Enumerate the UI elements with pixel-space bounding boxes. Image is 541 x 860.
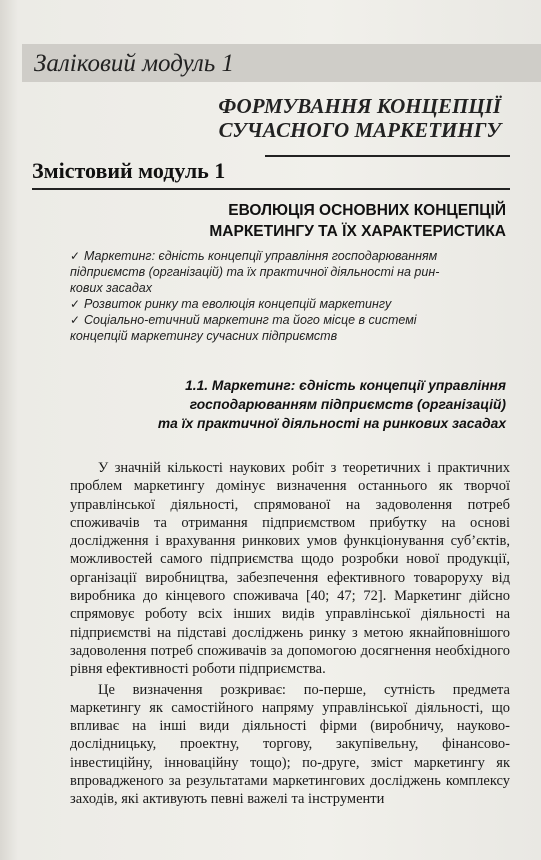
module-label: Заліковий модуль 1 [34, 50, 234, 77]
divider-rule [32, 188, 510, 190]
checkmark-icon: ✓ [70, 313, 81, 327]
topic-title-line: МАРКЕТИНГУ ТА ЇХ ХАРАКТЕРИСТИКА [209, 223, 506, 240]
checkmark-icon: ✓ [70, 249, 81, 263]
bullet-item [70, 312, 510, 344]
topic-title-line: ЕВОЛЮЦІЯ ОСНОВНИХ КОНЦЕПЦІЙ [228, 202, 506, 219]
topic-title [86, 200, 506, 242]
bullet-text: Соціально-етичний маркетинг та його місце в системі [84, 313, 417, 327]
section-heading-line: 1.1. Маркетинг: єдність концепції управління [185, 378, 506, 393]
bullet-item [70, 248, 510, 296]
topic-bullet-list [70, 248, 510, 344]
section-heading-line: господарюванням підприємств (організацій) [189, 397, 506, 412]
module-title-line: ФОРМУВАННЯ КОНЦЕПЦІЇ [218, 94, 501, 118]
section-heading [86, 376, 506, 433]
bullet-text-continued: концепцій маркетингу сучасних підприємств [70, 329, 338, 343]
bullet-text: Розвиток ринку та еволюція концепцій маркетингу [84, 297, 392, 311]
module-title [81, 94, 501, 142]
bullet-text: Маркетинг: єдність концепції управління господарюванням [84, 249, 438, 263]
paragraph: У значній кількості наукових робіт з теоретичних і практичних проблем маркетингу домінує визначення останнього як творчої управлінської діяльності, спрямованої на задоволення потреб споживачів та отримання підприємством прибутку на основі дослідження і врахування ринкових умов функціонування суб’єктів, можливостей самого підприємства щодо розробки нової продукції, організації виробництва, забезпечення ефективного товароруху від виробника до кінцевого споживача [40; 47; 72]. Маркетинг дійсно спрямовує роботу всіх інших видів управлінської діяльності на підприємстві на підставі досліджень ринку з метою якнайповнішого задоволення потреб споживачів за допомогою досягнення необхідного рівня ефективності роботи підприємства. [70, 460, 510, 678]
body-text [70, 459, 510, 809]
divider-rule [265, 155, 510, 157]
section-heading-line: та їх практичної діяльності на ринкових засадах [157, 416, 506, 431]
bullet-text-continued: підприємств (організацій) та їх практичної діяльності на рин- кових засадах [70, 265, 440, 295]
bullet-item [70, 296, 510, 312]
module-header-band [22, 44, 541, 82]
checkmark-icon: ✓ [70, 297, 81, 311]
content-module-label: Змістовий модуль 1 [32, 158, 226, 183]
paragraph: Це визначення розкриває: по-перше, сутність предмета маркетингу як самостійного напряму управлінської діяльності, що впливає на інші види діяльності фірми (виробничу, науково-дослідницьку, проектну, торгову, закупівельну, фінансово-інвестиційну, інноваційну тощо); по-друге, зміст маркетингу як впровадженого за результатами маркетингових досліджень комплексу заходів, які активують певні важелі та інструменти [70, 681, 510, 808]
module-title-line: СУЧАСНОГО МАРКЕТИНГУ [218, 118, 501, 142]
